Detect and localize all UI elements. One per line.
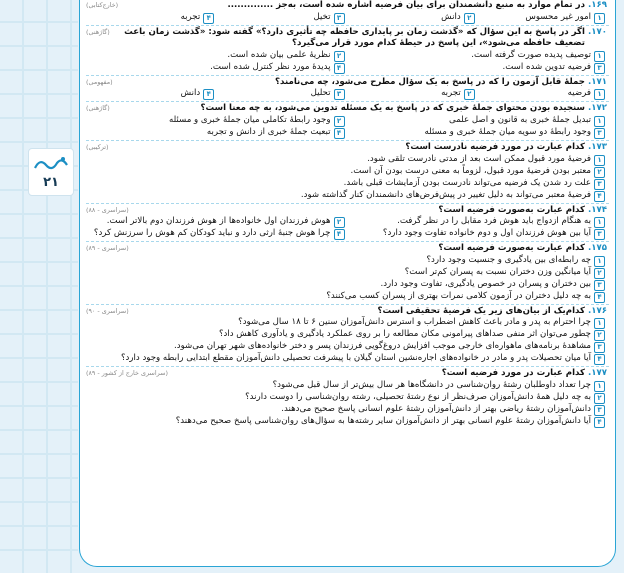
option-text: تبدیل جملهٔ خبری به قانون و اصل علمی bbox=[449, 114, 591, 125]
option-number: ۳ bbox=[594, 128, 605, 139]
question-number: ۱۷۵. bbox=[587, 243, 607, 254]
option[interactable] bbox=[86, 166, 607, 178]
question-171 bbox=[80, 77, 615, 101]
option-number: ۱ bbox=[594, 89, 605, 100]
option-text: مشاهدهٔ برنامه‌های ماهواره‌ای خارجی موجب افزایش دروغ‌گویی فرزندان پسر و دختر خانواده‌های شهر تهران می‌شود. bbox=[174, 341, 591, 352]
option-text: امور غیر محسوس bbox=[525, 11, 591, 22]
option[interactable] bbox=[86, 178, 607, 190]
divider bbox=[86, 304, 609, 305]
question-number: ۱۷۶. bbox=[587, 305, 607, 316]
question-176 bbox=[80, 306, 615, 366]
question-number: ۱۷۲. bbox=[587, 103, 607, 114]
option-text: علت رد شدن یک فرضیه می‌تواند نادرست بودن آزمایشات قبلی باشد. bbox=[343, 177, 591, 188]
question-source: (خارج‌کتابی) bbox=[86, 1, 119, 9]
option-number: ۱ bbox=[594, 116, 605, 127]
option-text: آیا میان تحصیلات پدر و مادر در خانواده‌های اجاره‌نشین استان گیلان با پیشرفت تحصیلی دانش‌آموزان مقطع ابتدایی رابطه وجود دارد؟ bbox=[120, 353, 591, 364]
option-number: ۱ bbox=[594, 318, 605, 329]
option-text: توصیف پدیده صورت گرفته است. bbox=[471, 49, 591, 60]
option-number: ۳ bbox=[594, 179, 605, 190]
option-text: نظریهٔ علمی بیان شده است. bbox=[227, 49, 331, 60]
question-text: کدام عبارت به‌صورت فرضیه است؟ bbox=[438, 204, 585, 215]
option-number: ۱ bbox=[594, 256, 605, 267]
question-text: در تمام موارد به منبع دانشمندان برای بیان فرضیه اشاره شده است، به‌جز .............. bbox=[227, 0, 585, 10]
option-number: ۴ bbox=[334, 128, 345, 139]
option-text: فرضیهٔ مورد قبول ممکن است بعد از مدتی نادرست تلقی شود. bbox=[367, 153, 591, 164]
question-number: ۱۷۰. bbox=[587, 26, 607, 37]
question-source: (گاژهنی) bbox=[86, 27, 110, 36]
divider bbox=[86, 203, 609, 204]
option[interactable] bbox=[347, 50, 608, 62]
option-number: ۳ bbox=[594, 405, 605, 416]
option[interactable] bbox=[86, 88, 216, 100]
option-number: ۳ bbox=[594, 229, 605, 240]
option[interactable] bbox=[347, 12, 477, 24]
question-number: ۱۷۳. bbox=[587, 141, 607, 152]
option-number: ۲ bbox=[334, 51, 345, 62]
option-number: ۲ bbox=[594, 268, 605, 279]
option[interactable] bbox=[86, 380, 607, 392]
option[interactable] bbox=[86, 228, 347, 240]
question-173 bbox=[80, 142, 615, 202]
option-text: پدیدهٔ مورد نظر کنترل شده است. bbox=[210, 61, 331, 72]
option[interactable] bbox=[347, 228, 608, 240]
divider bbox=[86, 101, 609, 102]
question-source: (گاژهنی) bbox=[86, 104, 110, 113]
option-text: به چه دلیل دختران در آزمون کلامی نمرات بهتری از پسران کسب می‌کنند؟ bbox=[326, 290, 591, 301]
option-text: آیا بین هوش فرزندان اول و دوم خانواده تفاوت وجود دارد؟ bbox=[382, 228, 591, 239]
question-page bbox=[79, 0, 616, 567]
question-170 bbox=[80, 27, 615, 74]
page-number: ۲۱ bbox=[43, 175, 59, 190]
question-text: سنجیده بودن محتوای جملهٔ خبری که در پاسخ به یک مسئله تدوین می‌شود، به چه معنا است؟ bbox=[200, 103, 585, 114]
option[interactable] bbox=[86, 62, 347, 74]
question-source: (سراسری خارج از کشور - ۸۹) bbox=[86, 369, 168, 378]
option-number: ۲ bbox=[334, 116, 345, 127]
option[interactable] bbox=[86, 127, 347, 139]
option-number: ۳ bbox=[594, 342, 605, 353]
question-175 bbox=[80, 243, 615, 303]
option-text: وجود رابطهٔ تکاملی میان جملهٔ خبری و مسئله bbox=[168, 114, 331, 125]
option-text: فرضیه bbox=[567, 88, 591, 99]
question-number: ۱۷۱. bbox=[587, 76, 607, 87]
question-source: (مفهومی) bbox=[86, 77, 113, 86]
option[interactable] bbox=[86, 317, 607, 329]
option-number: ۳ bbox=[334, 13, 345, 24]
option[interactable] bbox=[216, 12, 346, 24]
question-number: ۱۷۷. bbox=[587, 368, 607, 379]
option[interactable] bbox=[477, 12, 607, 24]
option-text: چه رابطه‌ای بین یادگیری و جنسیت وجود دارد؟ bbox=[426, 254, 591, 265]
option-text: دانش bbox=[441, 11, 461, 22]
option-text: معتبر بودن فرضیهٔ مورد قبول، لزوماً به معنی درست بودن آن است. bbox=[350, 165, 591, 176]
option-number: ۴ bbox=[594, 191, 605, 202]
option-text: چرا هوش جنبهٔ ارثی دارد و نباید کودکان کم هوش را سرزنش کرد؟ bbox=[93, 228, 331, 239]
question-number: ۱۷۴. bbox=[587, 204, 607, 215]
option-text: آیا دانش‌آموزان رشتهٔ علوم انسانی بهتر از دانش‌آموزان سایر رشته‌ها به سؤال‌های روان‌شناسی پاسخ صحیح می‌دهند؟ bbox=[175, 415, 591, 426]
option-text: چطور می‌توان اثر منفی صداهای پیرامونی مکان مطالعه را بر روی عملکرد یادگیری و یادآوری کاهش داد؟ bbox=[218, 329, 591, 340]
option-text: تبعیت جملهٔ خبری از دانش و تجربه bbox=[206, 126, 331, 137]
option-text: به هنگام ازدواج باید هوش فرد مقابل را در نظر گرفت. bbox=[397, 216, 591, 227]
option[interactable] bbox=[347, 88, 477, 100]
option[interactable] bbox=[86, 115, 347, 127]
option[interactable] bbox=[86, 404, 607, 416]
option-number: ۱ bbox=[594, 381, 605, 392]
option[interactable] bbox=[86, 279, 607, 291]
question-text: کدام عبارت در مورد فرضیه نادرست است؟ bbox=[405, 141, 585, 152]
option-number: ۴ bbox=[203, 89, 214, 100]
side-pattern bbox=[0, 0, 78, 573]
option[interactable] bbox=[347, 62, 608, 74]
divider bbox=[86, 241, 609, 242]
question-text: کدام عبارت در مورد فرضیه است؟ bbox=[441, 368, 585, 379]
option-number: ۳ bbox=[334, 89, 345, 100]
option[interactable] bbox=[216, 88, 346, 100]
option[interactable] bbox=[86, 50, 347, 62]
option[interactable] bbox=[86, 190, 607, 202]
option[interactable] bbox=[86, 12, 216, 24]
option-text: آیا میانگین وزن دختران نسبت به پسران کم‌تر است؟ bbox=[404, 266, 591, 277]
question-source: (سراسری - ۸۹) bbox=[86, 244, 129, 253]
option-text: تجربه bbox=[441, 88, 461, 99]
option-text: هوش فرزندان اول خانواده‌ها از هوش فرزندان دوم بالاتر است. bbox=[106, 216, 331, 227]
question-text: جملهٔ قابل آزمون را که در پاسخ به یک سؤال مطرح می‌شود، چه می‌نامند؟ bbox=[275, 76, 585, 87]
question-source: (ترکیبی) bbox=[86, 142, 109, 151]
option-text: به چه دلیل همهٔ دانش‌آموزان صرف‌نظر از نوع رشتهٔ تحصیلی، رشته روان‌شناسی را دوست دارند؟ bbox=[245, 391, 591, 402]
option[interactable] bbox=[477, 88, 607, 100]
option[interactable] bbox=[86, 255, 607, 267]
option-text: تجربه bbox=[180, 11, 201, 22]
question-number: ۱۶۹. bbox=[587, 0, 607, 10]
option-number: ۱ bbox=[594, 155, 605, 166]
option-text: دانش‌آموزان رشتهٔ ریاضی بهتر از دانش‌آموزان رشتهٔ علوم انسانی پاسخ صحیح می‌دهند. bbox=[281, 403, 591, 414]
divider bbox=[86, 366, 609, 367]
divider bbox=[86, 75, 609, 76]
option-number: ۲ bbox=[334, 217, 345, 228]
option-number: ۲ bbox=[594, 167, 605, 178]
question-source: (سراسری - ۸۸) bbox=[86, 205, 129, 214]
question-text: کدام عبارت به‌صورت فرضیه است؟ bbox=[438, 243, 585, 254]
option-number: ۲ bbox=[594, 330, 605, 341]
question-text: اگر در پاسخ به این سؤال که «گذشت زمان بر پایداری حافظه چه تأثیری دارد؟» گفته شود: «گذشت زمان باعث تضعیف حافظه می‌شود»، این پاسخ در حیطهٔ کدام مورد قرار می‌گیرد؟ bbox=[124, 26, 585, 49]
option[interactable] bbox=[347, 115, 608, 127]
option-number: ۲ bbox=[464, 89, 475, 100]
option-text: تخیل bbox=[313, 11, 331, 22]
option-number: ۱ bbox=[594, 217, 605, 228]
option-number: ۴ bbox=[334, 229, 345, 240]
question-174 bbox=[80, 205, 615, 241]
option-number: ۲ bbox=[464, 13, 475, 24]
option-text: چرا تعداد داوطلبان رشتهٔ روان‌شناسی در دانشگاه‌ها هر سال بیش‌تر از سال قبل می‌شود؟ bbox=[272, 379, 591, 390]
option-text: وجود رابطهٔ دو سویه میان جملهٔ خبری و مسئله bbox=[424, 126, 591, 137]
option-number: ۱ bbox=[594, 13, 605, 24]
question-text: کدام‌یک از بیان‌های زیر یک فرضیهٔ تحقیقی است؟ bbox=[377, 305, 585, 316]
option-text: فرضیهٔ معتبر می‌تواند به دلیل تغییر در پیش‌فرض‌های دانشمندان کنار گذاشته شود. bbox=[300, 189, 591, 200]
option[interactable] bbox=[86, 392, 607, 404]
option[interactable] bbox=[86, 267, 607, 279]
option[interactable] bbox=[86, 341, 607, 353]
option[interactable] bbox=[86, 291, 607, 303]
question-177 bbox=[80, 368, 615, 428]
page-tab bbox=[28, 148, 74, 196]
option[interactable] bbox=[347, 127, 608, 139]
option-text: دانش bbox=[180, 88, 201, 99]
option-number: ۱ bbox=[594, 51, 605, 62]
option[interactable] bbox=[86, 216, 347, 228]
option-text: تحلیل bbox=[310, 88, 331, 99]
option-text: چرا احترام به پدر و مادر باعث کاهش اضطراب و استرس دانش‌آموزان سنین ۶ تا ۱۸ سال می‌شود؟ bbox=[238, 317, 591, 328]
question-169 bbox=[80, 0, 615, 24]
option[interactable] bbox=[86, 329, 607, 341]
option-number: ۴ bbox=[334, 63, 345, 74]
option-number: ۲ bbox=[594, 393, 605, 404]
option-number: ۴ bbox=[594, 354, 605, 365]
option[interactable] bbox=[86, 416, 607, 428]
option[interactable] bbox=[86, 353, 607, 365]
option-number: ۳ bbox=[594, 280, 605, 291]
publisher-logo-icon bbox=[32, 153, 70, 173]
question-source: (سراسری - ۹۰) bbox=[86, 306, 129, 315]
option[interactable] bbox=[347, 216, 608, 228]
option-number: ۴ bbox=[594, 417, 605, 428]
option-number: ۴ bbox=[203, 13, 214, 24]
option[interactable] bbox=[86, 154, 607, 166]
option-number: ۳ bbox=[594, 63, 605, 74]
option-text: فرضیه تدوین شده است. bbox=[502, 61, 591, 72]
divider bbox=[86, 140, 609, 141]
divider bbox=[86, 25, 609, 26]
question-172 bbox=[80, 103, 615, 139]
option-text: بین دختران و پسران در خصوص یادگیری، تفاوت وجود دارد. bbox=[380, 278, 591, 289]
option-number: ۴ bbox=[594, 292, 605, 303]
